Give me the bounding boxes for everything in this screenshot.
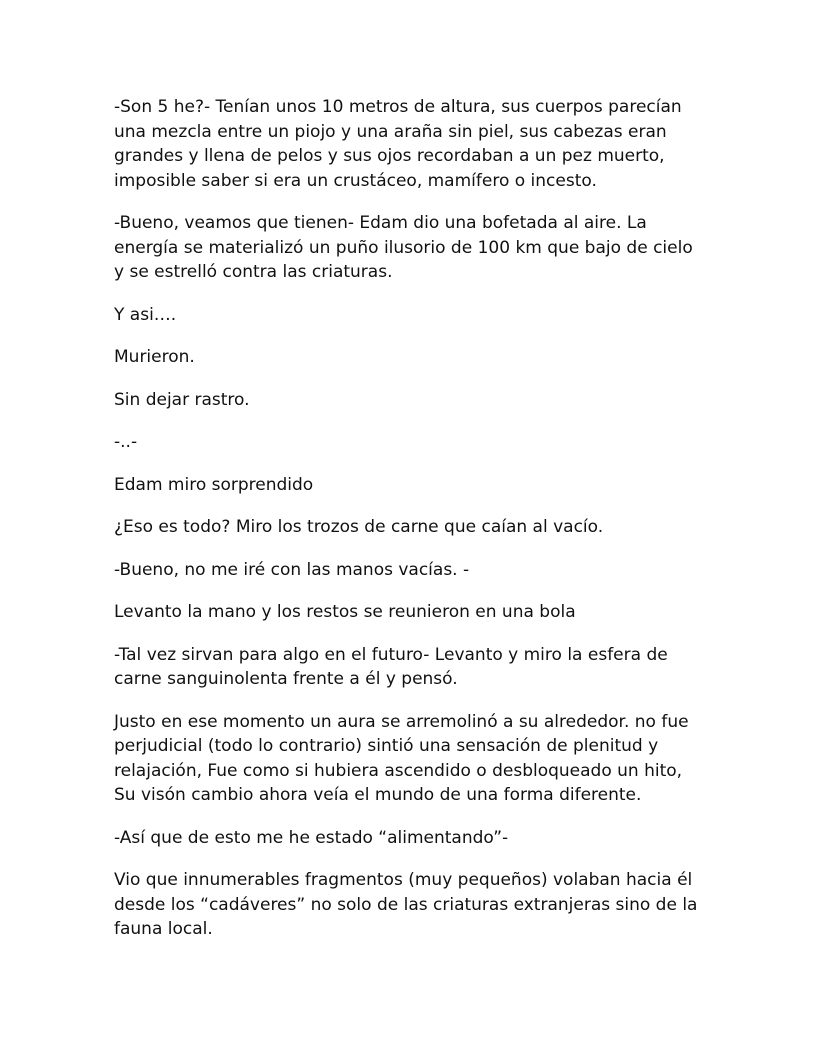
paragraph: Vio que innumerables fragmentos (muy pequeños) volaban hacia él desde los “cadáveres” no solo de las criaturas extranjeras sino de la fauna local. [114, 870, 698, 939]
paragraph: Y asi…. [114, 304, 177, 325]
paragraph: -Son 5 he?- Tenían unos 10 metros de altura, sus cuerpos parecían una mezcla entre un piojo y una araña sin piel, sus cabezas eran grandes y llena de pelos y sus ojos recordaban a un pez muerto, imposible saber si era un crustáceo, mamífero o incesto. [114, 97, 682, 191]
paragraph: -Así que de esto me he estado “alimentando”- [114, 827, 509, 848]
paragraph: -..- [114, 432, 138, 452]
paragraph: -Bueno, no me iré con las manos vacías. - [114, 559, 470, 580]
paragraph: -Tal vez sirvan para algo en el futuro- Levanto y miro la esfera de carne sanguinolenta frente a él y pensó. [114, 644, 668, 689]
paragraph: Edam miro sorprendido [114, 474, 314, 495]
paragraph: Sin dejar rastro. [114, 389, 250, 410]
paragraph: Justo en ese momento un aura se arremolinó a su alrededor. no fue perjudicial (todo lo contrario) sintió una sensación de plenitud y relajación, Fue como si hubiera ascendido o desbloqueado un hito, Su visón cambio ahora veía el mundo de una forma diferente. [114, 711, 689, 805]
paragraph: -Bueno, veamos que tienen- Edam dio una bofetada al aire. La energía se materializó un puño ilusorio de 100 km que bajo de cielo y se estrelló contra las criaturas. [114, 213, 693, 282]
document-body [114, 95, 704, 960]
paragraph: ¿Eso es todo? Miro los trozos de carne que caían al vacío. [114, 517, 604, 537]
paragraph: Murieron. [114, 347, 195, 367]
paragraph: Levanto la mano y los restos se reunieron en una bola [114, 602, 576, 622]
